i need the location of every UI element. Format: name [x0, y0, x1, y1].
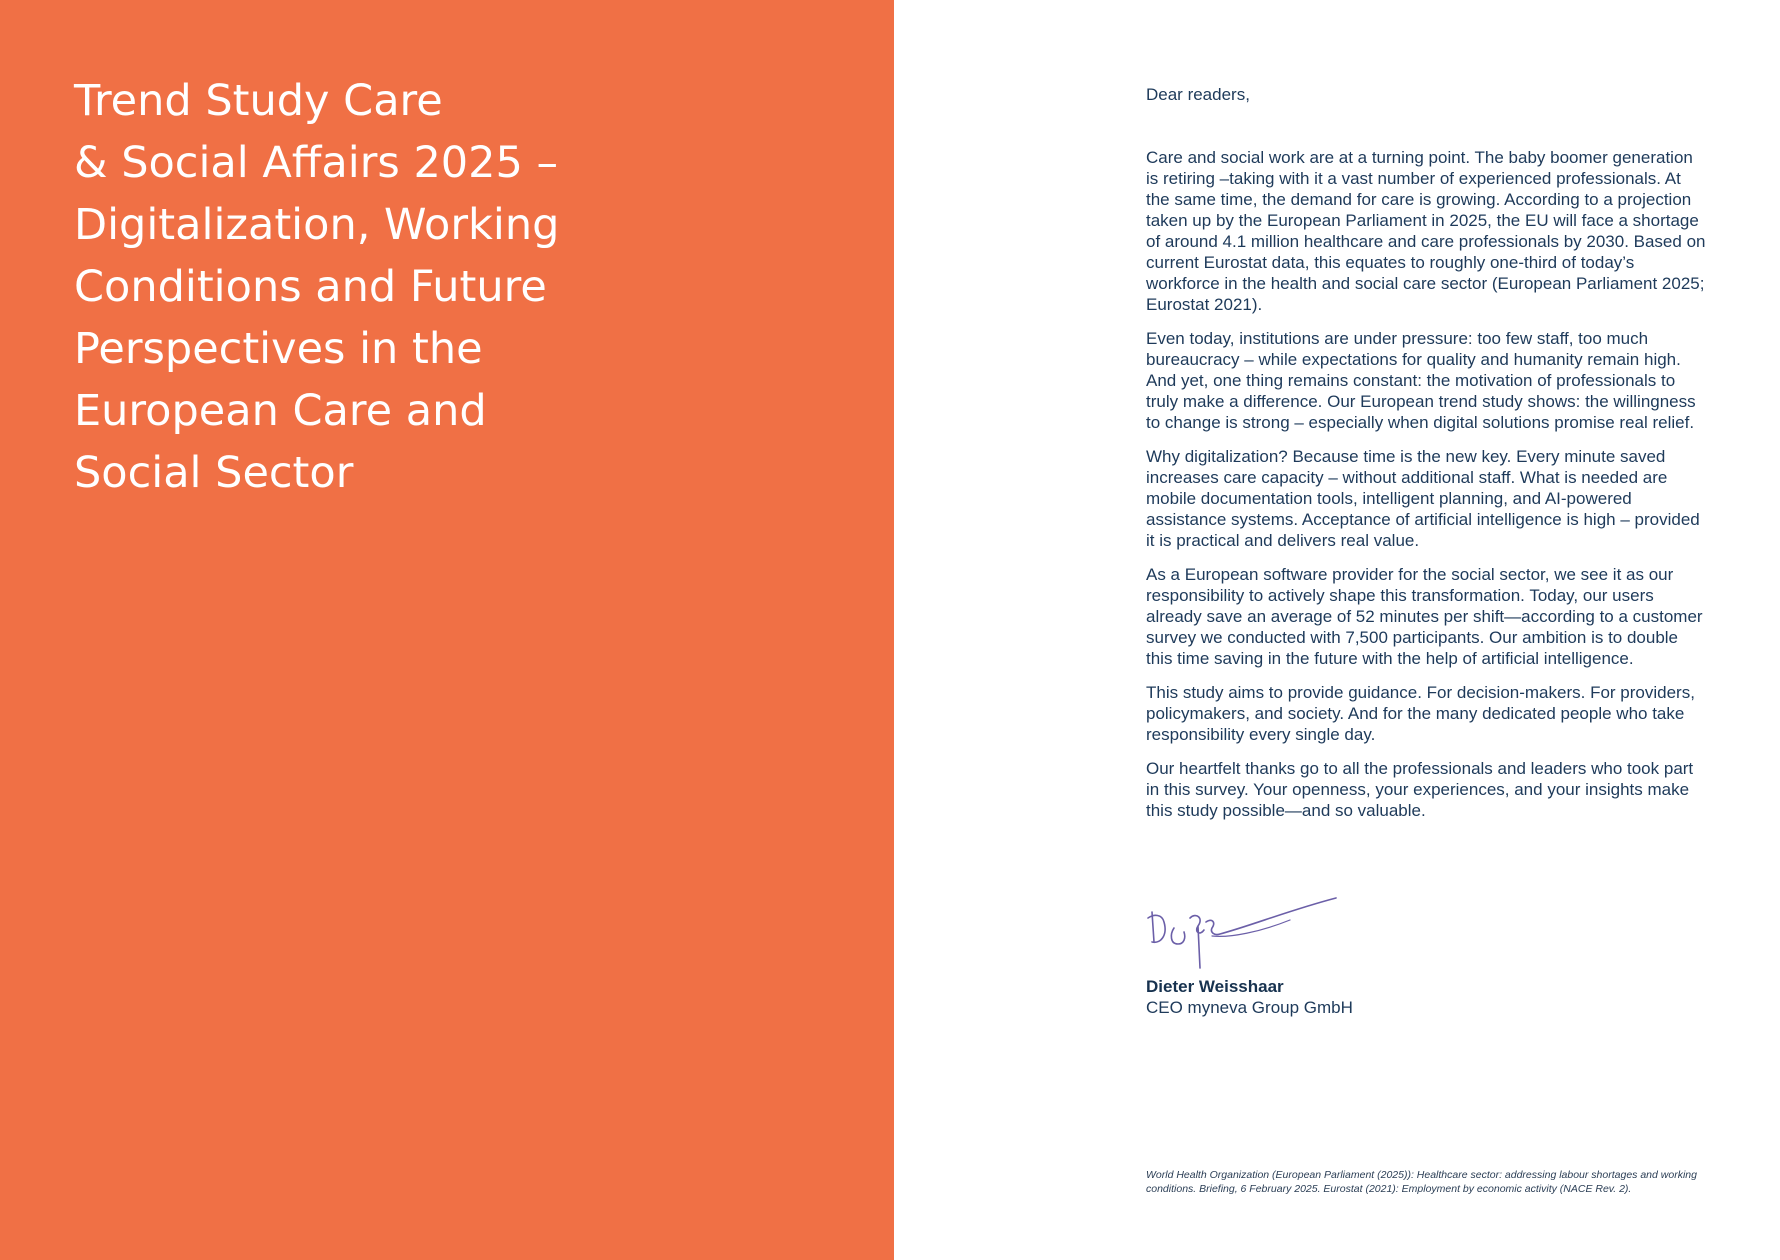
signature-drawing: [1140, 892, 1340, 988]
cover-title-line: Trend Study Care: [74, 76, 443, 126]
footnote: World Health Organization (European Parliament (2025)): Healthcare sector: addressing labour shortages and working conditions. Briefing, 6 February 2025. Eurostat (2021): Employment by economic activity (NACE Rev. 2).: [1146, 1169, 1697, 1195]
cover-title: [74, 70, 594, 504]
letter-paragraph: Why digitalization? Because time is the new key. Every minute saved increases care capacity – without additional staff. What is needed are mobile documentation tools, intelligent planning, and AI-powered assistance systems. Acceptance of artificial intelligence is high – provided it is practical and delivers real value.: [1146, 447, 1700, 550]
letter-paragraph: Care and social work are at a turning point. The baby boomer generation is retiring –taking with it a vast number of experienced professionals. At the same time, the demand for care is growing. According to a projection taken up by the European Parliament in 2025, the EU will face a shortage of around 4.1 million healthcare and care professionals by 2030. Based on current Eurostat data, this equates to roughly one-third of today’s workforce in the health and social care sector (European Parliament 2025; Eurostat 2021).: [1146, 148, 1706, 314]
signer-title: CEO myneva Group GmbH: [1146, 998, 1353, 1017]
letter-paragraph: Even today, institutions are under pressure: too few staff, too much bureaucracy – while expectations for quality and humanity remain high. And yet, one thing remains constant: the motivation of professionals to truly make a difference. Our European trend study shows: the willingness to change is strong – especially when digital solutions promise real relief.: [1146, 329, 1696, 432]
salutation: Dear readers,: [1146, 85, 1250, 104]
signer-name: Dieter Weisshaar: [1146, 977, 1284, 996]
cover-title-line: European Care and: [74, 386, 487, 436]
letter-paragraph: Our heartfelt thanks go to all the professionals and leaders who took part in this survey. Your openness, your experiences, and your insights make this study possible—and so valuable.: [1146, 759, 1694, 820]
cover-title-line: Conditions and Future: [74, 262, 547, 312]
cover-title-line: Digitalization, Working: [74, 200, 560, 250]
letter-paragraph: This study aims to provide guidance. For decision-makers. For providers, policymakers, and society. And for the many dedicated people who take responsibility every single day.: [1146, 683, 1695, 744]
cover-title-line: Perspectives in the: [74, 324, 483, 374]
signer-block: [1146, 976, 1353, 1018]
letter-paragraph: As a European software provider for the social sector, we see it as our responsibility to actively shape this transformation. Today, our users already save an average of 52 minutes per shift—according to a customer survey we conducted with 7,500 participants. Our ambition is to double this time saving in the future with the help of artificial intelligence.: [1146, 565, 1703, 668]
cover-title-line: Social Sector: [74, 448, 354, 498]
foreword-letter: [1146, 84, 1706, 834]
cover-title-line: & Social Affairs 2025 –: [74, 138, 559, 188]
